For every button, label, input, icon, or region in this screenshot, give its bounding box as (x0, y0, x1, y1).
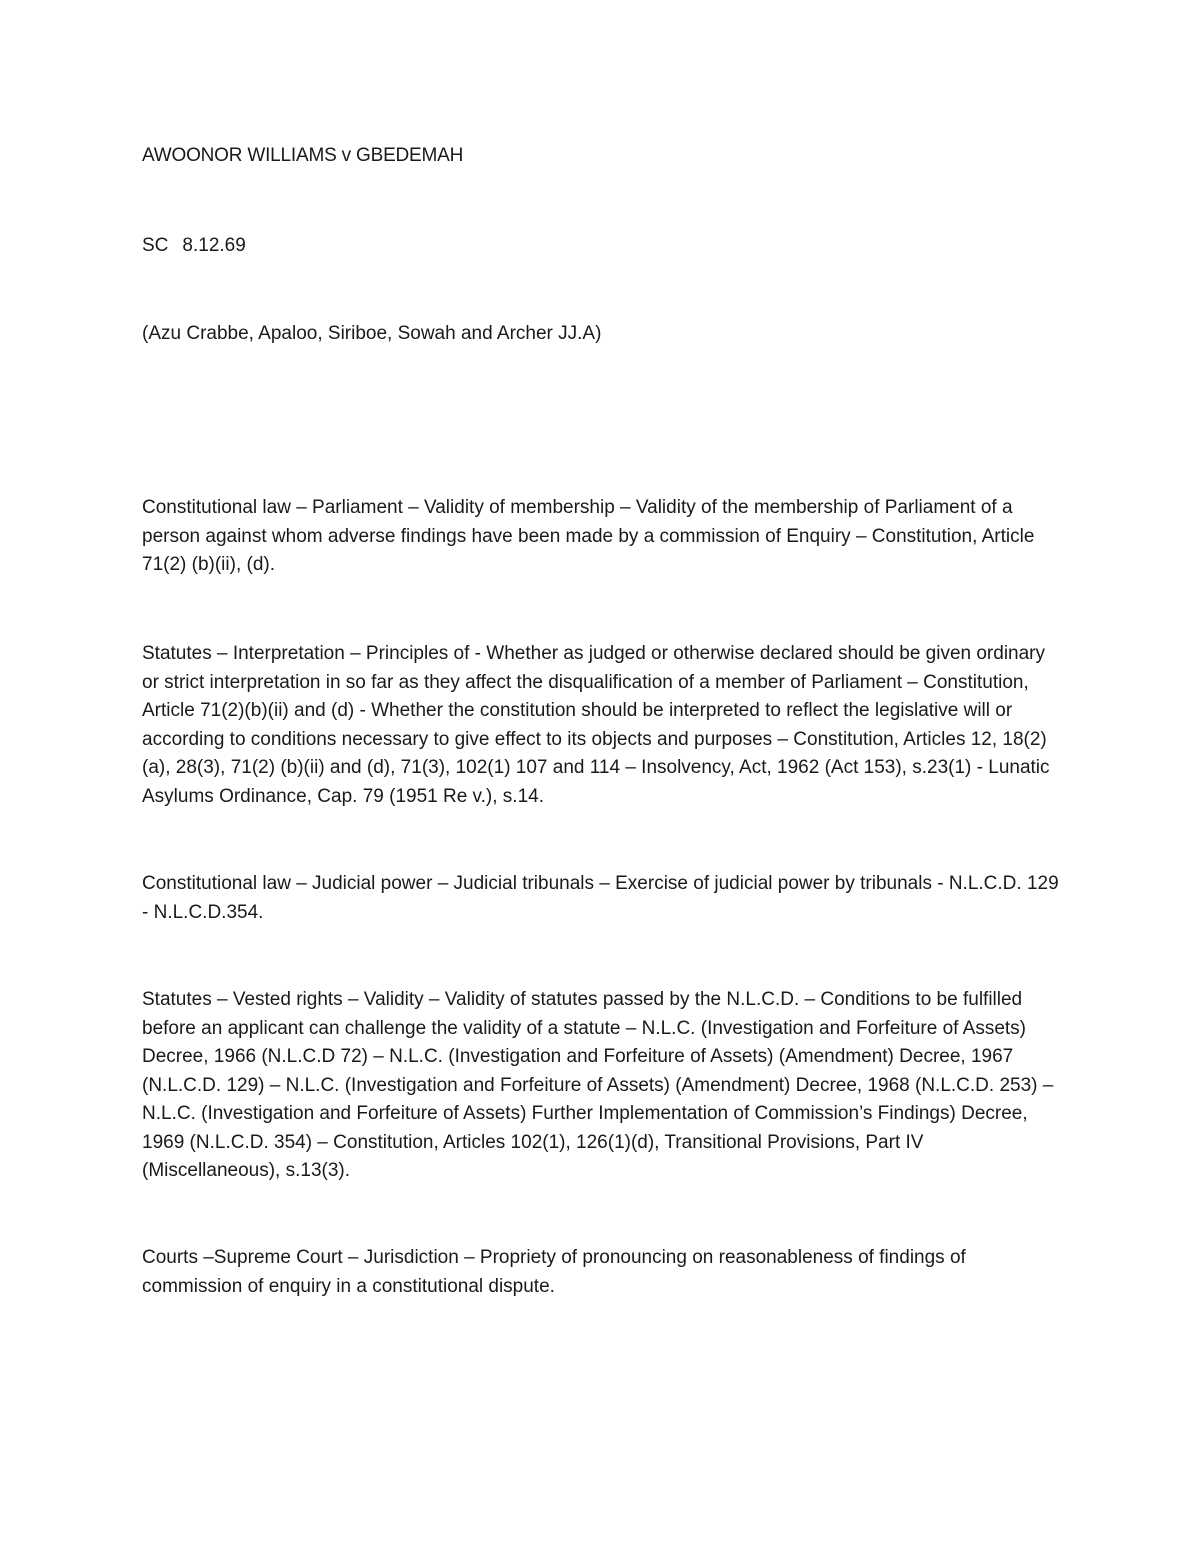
court-and-date (142, 232, 1062, 261)
case-title: AWOONOR WILLIAMS v GBEDEMAH (142, 145, 464, 166)
headnote-supreme-court-jurisdiction: Courts –Supreme Court – Jurisdiction – Propriety of pronouncing on reasonableness of findings of commission of enquiry in a constitutional dispute. (142, 1247, 966, 1297)
judgment-date: 8.12.69 (182, 235, 246, 256)
headnote-judicial-power: Constitutional law – Judicial power – Judicial tribunals – Exercise of judicial power by tribunals - N.L.C.D. 129 - N.L.C.D.354. (142, 873, 1059, 923)
headnote-constitutional-parliament: Constitutional law – Parliament – Validity of membership – Validity of the membership of Parliament of a person against whom adverse findings have been made by a commission of Enquiry – Constitution, Article 71(2) (b)(ii), (d). (142, 497, 1035, 575)
court-name: SC (142, 235, 169, 256)
headnote-statutes-interpretation: Statutes – Interpretation – Principles of - Whether as judged or otherwise declared should be given ordinary or strict interpretation in so far as they affect the disqualification of a member of Parliament – Constitution, Article 71(2)(b)(ii) and (d) - Whether the constitution should be interpreted to reflect the legislative will or according to conditions necessary to give effect to its objects and purposes – Constitution, Articles 12, 18(2)(a), 28(3), 71(2) (b)(ii) and (d), 71(3), 102(1) 107 and 114 – Insolvency, Act, 1962 (Act 153), s.23(1) - Lunatic Asylums Ordinance, Cap. 79 (1951 Re v.), s.14. (142, 643, 1050, 807)
judges-panel: (Azu Crabbe, Apaloo, Siriboe, Sowah and Archer JJ.A) (142, 323, 602, 344)
headnote-vested-rights: Statutes – Vested rights – Validity – Validity of statutes passed by the N.L.C.D. – Conditions to be fulfilled before an applicant can challenge the validity of a statute – N.L.C. (Investigation and Forfeiture of Assets) Decree, 1966 (N.L.C.D 72) – N.L.C. (Investigation and Forfeiture of Assets) (Amendment) Decree, 1967 (N.L.C.D. 129) – N.L.C. (Investigation and Forfeiture of Assets) (Amendment) Decree, 1968 (N.L.C.D. 253) – N.L.C. (Investigation and Forfeiture of Assets) Further Implementation of Commission’s Findings) Decree, 1969 (N.L.C.D. 354) – Constitution, Articles 102(1), 126(1)(d), Transitional Provisions, Part IV (Miscellaneous), s.13(3). (142, 989, 1054, 1181)
